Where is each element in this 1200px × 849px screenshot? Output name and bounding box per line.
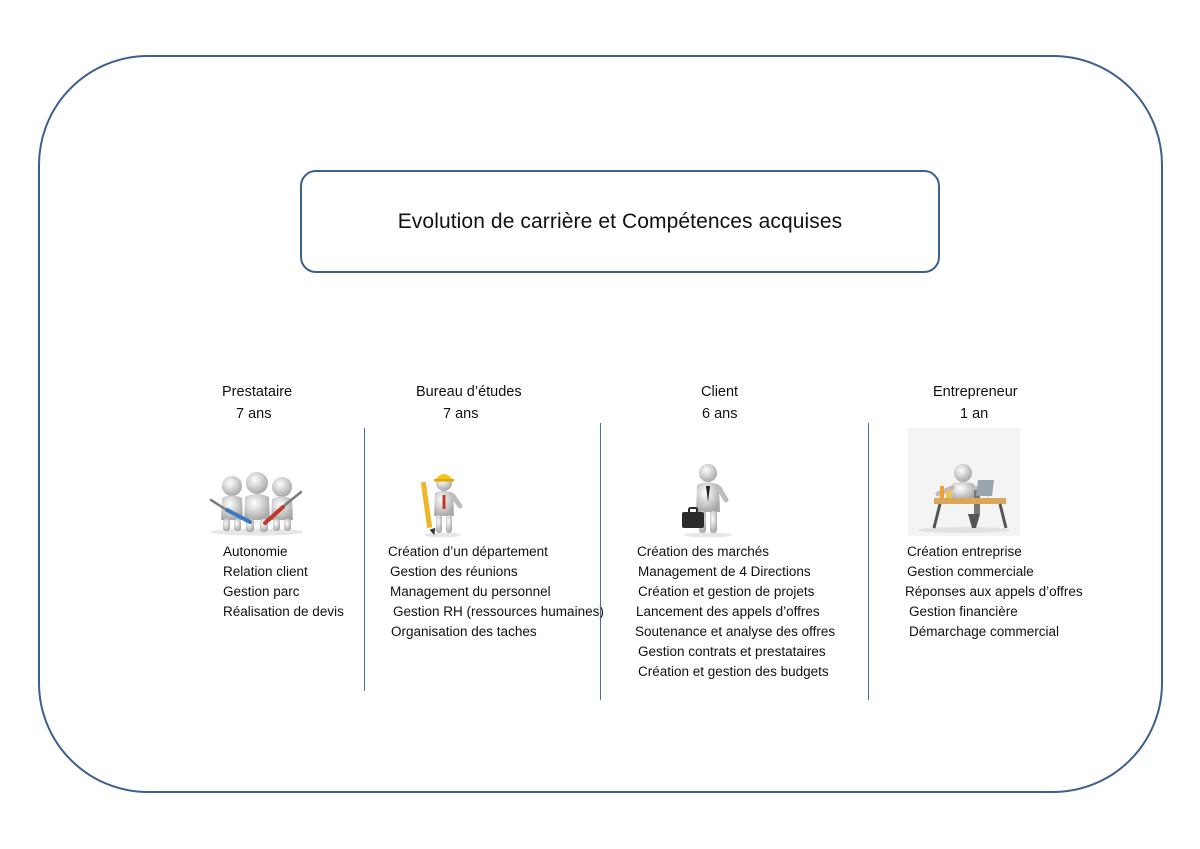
list-item: Gestion contrats et prestataires [638,644,826,659]
list-item: Organisation des taches [391,624,537,639]
engineer-with-pencil-icon [418,468,468,538]
list-item: Autonomie [223,544,288,559]
list-item: Management du personnel [390,584,551,599]
list-item: Relation client [223,564,308,579]
person-at-desk-icon [908,428,1020,536]
list-item: Gestion des réunions [390,564,518,579]
role-label-bureau-etudes: Bureau d’études [416,384,522,400]
years-label-entrepreneur: 1 an [960,406,989,422]
list-item: Création entreprise [907,544,1022,559]
list-item: Soutenance et analyse des offres [635,624,836,639]
page-title: Evolution de carrière et Compétences acquises [397,209,843,233]
role-label-prestataire: Prestataire [222,384,293,400]
title-box [300,170,940,273]
list-item: Réponses aux appels d’offres [905,584,1083,599]
years-label-bureau-etudes: 7 ans [443,406,479,422]
list-item: Création des marchés [637,544,770,559]
column-divider [868,423,869,700]
list-item: Gestion commerciale [907,564,1034,579]
list-item: Création et gestion de projets [638,584,815,599]
column-divider [364,428,365,691]
role-label-entrepreneur: Entrepreneur [933,384,1018,400]
skills-list-prestataire [223,542,344,622]
businessman-with-briefcase-icon [672,460,742,538]
list-item: Gestion financière [909,604,1018,619]
list-item: Création et gestion des budgets [638,664,829,679]
list-item: Management de 4 Directions [638,564,811,579]
skills-list-bureau-etudes [388,542,604,642]
skills-list-entrepreneur [907,542,1083,642]
list-item: Création d’un département [388,544,548,559]
list-item: Gestion RH (ressources humaines) [393,604,604,619]
years-label-client: 6 ans [702,406,738,422]
years-label-prestataire: 7 ans [236,406,272,422]
column-divider [600,423,601,700]
role-label-client: Client [701,384,739,400]
skills-list-client [637,542,835,682]
list-item: Gestion parc [223,584,300,599]
list-item: Lancement des appels d’offres [636,604,820,619]
team-with-tools-figures-icon [205,470,309,536]
list-item: Démarchage commercial [909,624,1060,639]
list-item: Réalisation de devis [223,604,344,619]
